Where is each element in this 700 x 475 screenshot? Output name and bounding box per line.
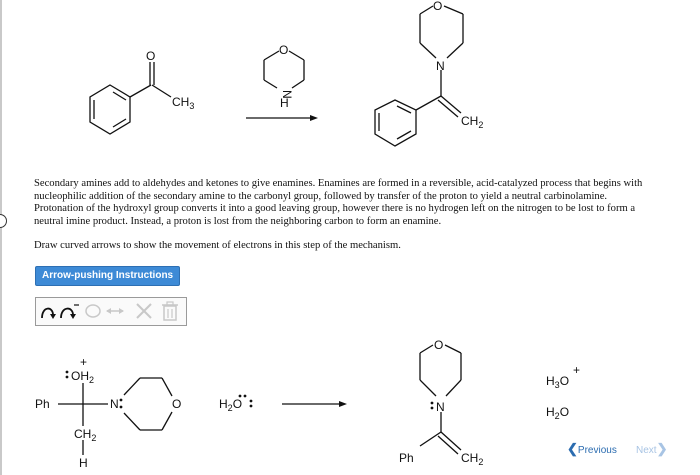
next-label: Next [636,445,657,456]
chevron-right-icon: ❯ [656,441,668,456]
chevron-left-icon: ❮ [567,441,578,456]
ring-oxygen-label: O [172,397,182,411]
methyl-label: $CH_3$ [172,95,195,111]
arrow-pushing-instructions-button[interactable]: Arrow-pushing Instructions [35,266,180,286]
morpholine-hydrogen-label: H [280,96,289,110]
drawing-toolbar [35,297,187,326]
hydronium-label: $H_3O$ [546,374,570,390]
morpholine-nitrogen-label: N [280,90,294,99]
water-product-label: $H_2O$ [546,405,570,421]
mechanism-arrow [282,401,347,407]
reaction-arrow [246,115,318,121]
curved-arrow-single-icon[interactable] [39,300,57,322]
mechanism-product-nitrogen-label: N [436,400,445,414]
product-methylene-label: $CH_2$ [461,114,484,130]
water-molecule-label: $H_2O$ [219,397,243,413]
collapse-handle-icon[interactable] [0,214,7,228]
enamine-product-structure [375,6,463,146]
oxonium-charge: + [80,355,88,369]
problem-description: Secondary amines add to aldehydes and ketones to give enamines. Enamines are formed in a reversible, acid-catalyzed process that begins with nucleophilic addition of the secondary amine to the carbonyl group, followed by transfer of the proton to yield a neutral carbinolamine. Protonation of the hydroxyl group converts it into a good leaving group, however there is no hydrogen left on the nitrogen to be lost to form a neutral imine product. Instead, a proton is lost from the neighboring carbon to form an enamine. [34,178,643,227]
amine-nitrogen-label: N [110,397,119,411]
next-button[interactable] [636,441,667,457]
acetophenone-structure [90,62,171,134]
morpholine-oxygen-label: O [279,43,289,57]
methylene-label: $CH_2$ [74,427,97,443]
mechanism-product-structure [420,345,461,454]
phenyl-label: Ph [35,397,50,411]
product-oxygen-label: O [433,0,443,13]
mechanism-product-phenyl-label: Ph [399,451,414,465]
previous-button[interactable] [567,441,617,457]
carbonyl-oxygen-label: O [146,49,156,63]
resize-arrows-icon[interactable] [104,300,126,322]
oxonium-label: $OH_2$ [71,369,95,385]
product-nitrogen-label: N [436,59,445,73]
mechanism-product-oxygen-label: O [434,338,444,352]
hydrogen-label: H [79,456,88,470]
trash-icon[interactable] [159,300,181,322]
hydronium-charge: + [573,363,581,377]
mechanism-product-methylene-label: $CH_2$ [461,451,484,467]
protonated-carbinolamine-structure [58,378,172,455]
lasso-icon[interactable] [83,300,103,322]
reaction-scheme [0,0,700,175]
delete-x-icon[interactable] [133,300,155,322]
curved-arrow-double-icon[interactable] [58,300,80,322]
problem-prompt: Draw curved arrows to show the movement of electrons in this step of the mechanism. [34,240,401,251]
previous-label: Previous [577,445,617,456]
